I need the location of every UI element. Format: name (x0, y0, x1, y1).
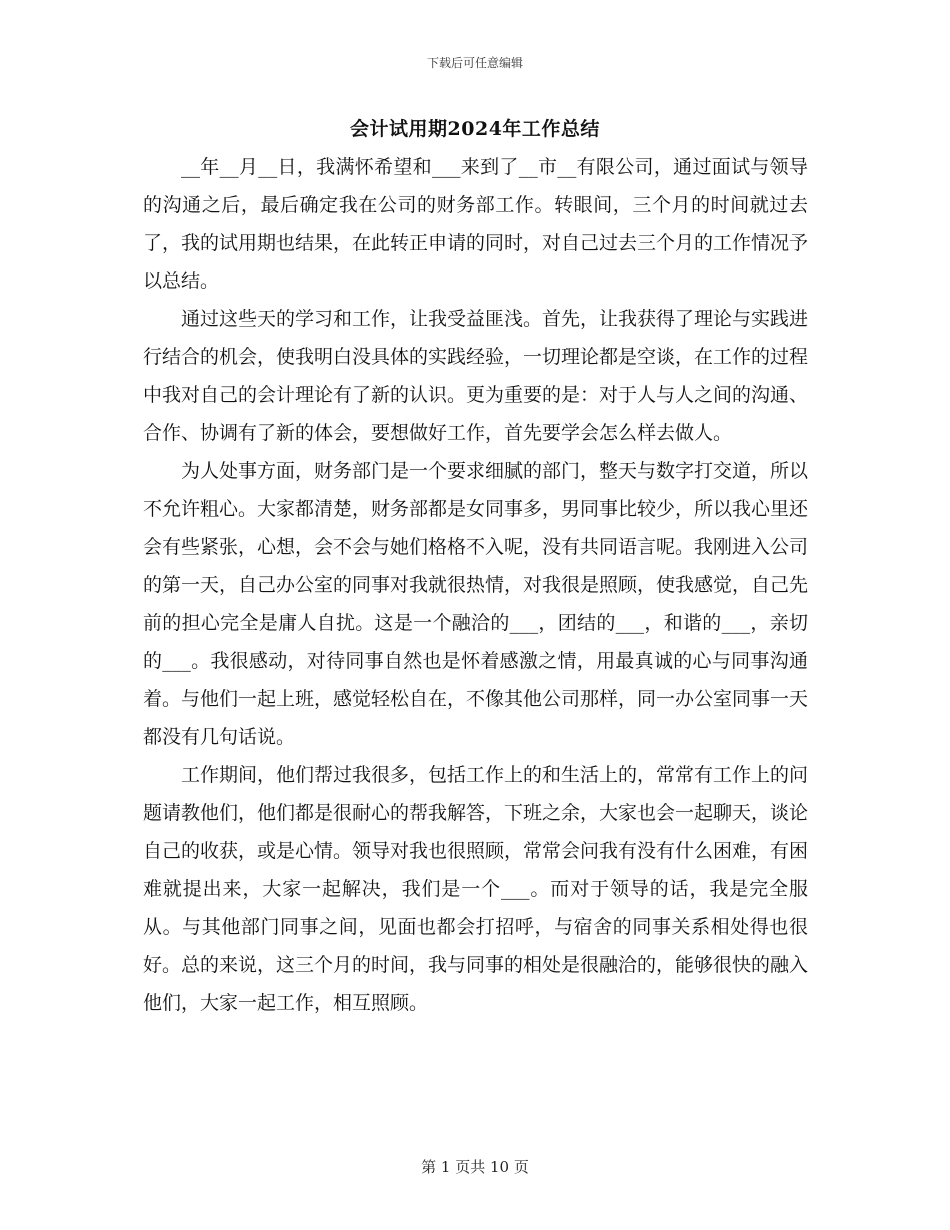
page-number: 第 1 页共 10 页 (421, 1158, 529, 1176)
document-title: 会计试用期2024年工作总结 (350, 118, 600, 140)
paragraph: 工作期间，他们帮过我很多，包括工作上的和生活上的，常常有工作上的问题请教他们，他们都是很耐心的帮我解答，下班之余，大家也会一起聊天，谈论自己的收获，或是心情。领导对我也很照顾，常常会问我有没有什么困难，有困难就提出来，大家一起解决，我们是一个___。而对于领导的话，我是完全服从。与其他部门同事之间，见面也都会打招呼，与宿舍的同事关系相处得也很好。总的来说，这三个月的时间，我与同事的相处是很融洽的，能够很快的融入他们，大家一起工作，相互照顾。 (143, 764, 809, 1014)
header-note: 下载后可任意编辑 (426, 56, 523, 70)
paragraph: 通过这些天的学习和工作，让我受益匪浅。首先，让我获得了理论与实践进行结合的机会，使我明白没具体的实践经验，一切理论都是空谈，在工作的过程中我对自己的会计理论有了新的认识。更为重要的是：对于人与人之间的沟通、合作、协调有了新的体会，要想做好工作，首先要学会怎么样去做人。 (143, 308, 809, 444)
paragraph: 为人处事方面，财务部门是一个要求细腻的部门，整天与数字打交道，所以不允许粗心。大家都清楚，财务部都是女同事多，男同事比较少，所以我心里还会有些紧张，心想，会不会与她们格格不入呢，没有共同语言呢。我刚进入公司的第一天，自己办公室的同事对我就很热情，对我很是照顾，使我感觉，自己先前的担心完全是庸人自扰。这是一个融洽的___，团结的___，和谐的___，亲切的___。我很感动，对待同事自然也是怀着感激之情，用最真诚的心与同事沟通着。与他们一起上班，感觉轻松自在，不像其他公司那样，同一办公室同事一天都没有几句话说。 (143, 460, 809, 748)
paragraph: __年__月__日，我满怀希望和___来到了__市__有限公司，通过面试与领导的沟通之后，最后确定我在公司的财务部工作。转眼间，三个月的时间就过去了，我的试用期也结果，在此转正申请的同时，对自己过去三个月的工作情况予以总结。 (143, 156, 809, 292)
document-body (143, 148, 808, 1022)
